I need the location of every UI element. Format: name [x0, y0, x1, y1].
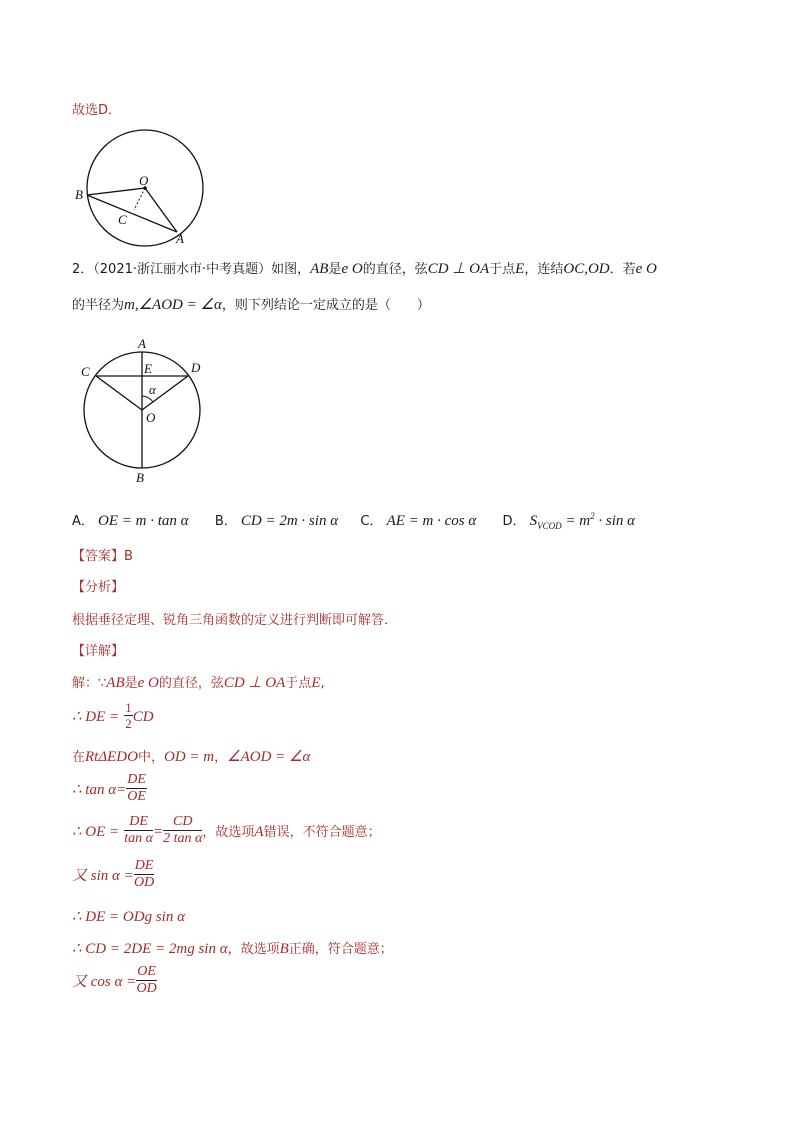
- label-a: A: [138, 336, 146, 351]
- segment-bo: [87, 188, 145, 195]
- detail-line-1: 解：∵AB是e O的直径，弦CD ⊥ OA于点E,: [72, 675, 325, 691]
- label-d: D: [191, 360, 201, 375]
- label-c: C: [81, 364, 90, 379]
- label-a: A: [176, 231, 184, 246]
- label-o: O: [146, 410, 156, 425]
- question-number: 2．: [72, 262, 94, 277]
- detail-line-8: ∴ CD = 2DE = 2mg sin α，故选项B正确，符合题意；: [72, 941, 393, 957]
- detail-line-3: 在RtΔEDO中，OD = m，∠AOD = ∠α: [72, 749, 311, 765]
- question-2-line-1: 2．（2021·浙江丽水市·中考真题）如图，AB是e O的直径，弦CD ⊥ OA于点E，连结OC,OD．若e O: [72, 261, 657, 277]
- detail-line-4: ∴ tan α= $\frac{DE}{OE}$: [72, 772, 146, 804]
- segment-oc: [96, 376, 142, 410]
- detail-line-7: ∴ DE = ODg sin α: [72, 909, 185, 925]
- answer-heading: 【答案】B: [72, 549, 133, 564]
- q2-ab: AB: [310, 261, 329, 277]
- option-d[interactable]: D． $S_{VCOD} = m^2 \cdot \sin \alpha$: [502, 511, 636, 531]
- q2-radius-angle: m,∠AOD = ∠α: [124, 297, 222, 313]
- detail-line-5: ∴ OE = $\frac{DE}{\text{tan α}}$ = $\frac{CD}{\text{2 tan α}}$ ，故选项A错误，不符合题意；: [72, 814, 381, 846]
- question-source: （2021·浙江丽水市·中考真题）如图，: [93, 262, 311, 277]
- label-b: B: [136, 470, 144, 485]
- detail-line-9: 又 cos α = $\frac{OE}{OD}$: [72, 964, 157, 996]
- option-b[interactable]: B． CD = 2m · sin α: [214, 513, 339, 529]
- label-e: E: [144, 361, 152, 376]
- figure-1-circle-diagram: [72, 128, 212, 248]
- question-2-line-2: 的半径为m,∠AOD = ∠α，则下列结论一定成立的是（ ）: [72, 297, 430, 313]
- segment-oc-dashed: [134, 188, 145, 210]
- label-c: C: [118, 212, 127, 227]
- q2-perpendicular: CD ⊥ OA: [427, 261, 490, 277]
- q2-oc-od: OC,OD: [563, 261, 610, 277]
- detail-line-6: 又 sin α = $\frac{DE}{OD}$: [72, 858, 155, 890]
- option-a[interactable]: A． OE = m · tan α: [72, 513, 189, 529]
- figure-2-circle-diagram: [72, 330, 212, 490]
- analysis-heading: 【分析】: [72, 580, 125, 595]
- label-b: B: [75, 187, 83, 202]
- label-o: O: [139, 173, 149, 188]
- detail-line-2: ∴ DE = $\frac{1}{2}$ CD: [72, 700, 154, 731]
- analysis-text: 根据垂径定理、锐角三角函数的定义进行判断即可解答．: [72, 613, 398, 628]
- label-alpha: α: [149, 382, 156, 397]
- conclusion-line: 故选D．: [72, 103, 122, 118]
- detail-heading: 【详解】: [72, 644, 125, 659]
- option-c[interactable]: C． AE = m · cos α: [360, 513, 477, 529]
- options-row: [72, 512, 635, 531]
- q2-circle-o: e O: [341, 261, 363, 277]
